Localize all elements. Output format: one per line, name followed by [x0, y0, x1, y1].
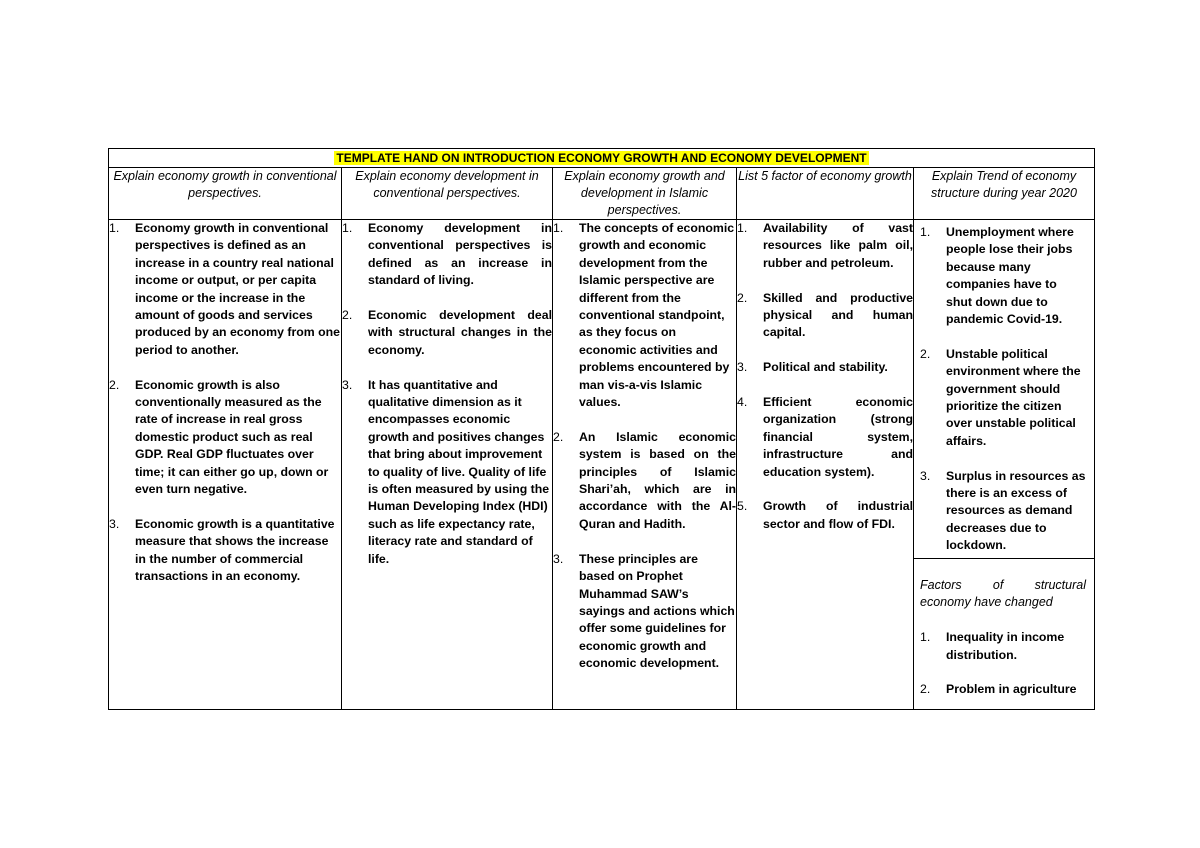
item-number: 1.	[737, 221, 748, 235]
list-item	[109, 377, 341, 499]
item-number: 3.	[553, 551, 564, 566]
item-text: These principles are based on Prophet Muhammad SAW’s sayings and actions which offer some guidelines for economic growth and economic development.	[579, 551, 735, 671]
item-text: Unemployment where people lose their jobs because many companies have to shut down due to pandemic Covid-19.	[946, 225, 1074, 327]
item-number: 1.	[920, 225, 931, 239]
item-number: 1.	[920, 630, 931, 645]
header-islamic-perspectives: Explain economy growth and development in Islamic perspectives.	[553, 168, 737, 220]
list-item	[109, 220, 341, 359]
trend-section	[914, 220, 1094, 559]
item-text: Surplus in resources as there is an excess of resources as demand decreases due to lockdown.	[946, 468, 1086, 553]
item-number: 2.	[920, 346, 931, 361]
list-item	[737, 359, 913, 376]
item-number: 4.	[737, 395, 748, 410]
item-number: 1.	[553, 221, 564, 235]
item-text: It has quantitative and qualitative dimension as it encompasses economic growth and positives changes that bring about improvement to quality of live. Quality of life is often measured by using the Human Developing Index (HDI) such as life expectancy rate, literacy rate and standard of life.	[368, 377, 550, 566]
item-text: The concepts of economic growth and economic development from the Islamic perspective are different from the conventional standpoint, as they focus on economic activities and problems encountered by man vis-a-vis Islamic values.	[579, 221, 735, 410]
item-number: 3.	[920, 468, 931, 483]
item-number: 3.	[109, 516, 120, 531]
list-item	[920, 468, 1086, 555]
item-number: 2.	[920, 682, 931, 697]
header-trend-economy-structure: Explain Trend of economy structure during year 2020	[914, 168, 1095, 220]
item-text: Economic growth is a quantitative measure that shows the increase in the number of commercial transactions in an economy.	[135, 516, 335, 584]
column-economy-growth-conventional	[109, 220, 342, 710]
factors-title-line-1: Factors of structural	[920, 578, 1086, 592]
list-item	[342, 377, 552, 568]
column-islamic-perspectives	[553, 220, 737, 710]
header-factors-economy-growth: List 5 factor of economy growth	[737, 168, 914, 220]
list-item	[553, 429, 736, 533]
list-item	[553, 551, 736, 673]
factors-section	[914, 559, 1094, 709]
item-text: Economy growth in conventional perspectives is defined as an increase in a country real national income or output, or per capita income or the increase in the amount of goods and services produced by an economy from one period to another.	[135, 221, 340, 357]
item-text: Economic development deal with structural changes in the economy.	[368, 308, 552, 357]
item-text: Efficient economic organization (strong financial system, infrastructure and education system).	[763, 395, 913, 479]
header-economy-growth-conventional: Explain economy growth in conventional perspectives.	[109, 168, 342, 220]
item-text: Skilled and productive physical and human capital.	[763, 290, 913, 340]
header-economy-development-conventional: Explain economy development in conventional perspectives.	[342, 168, 553, 220]
table-title-cell	[109, 149, 1095, 168]
list-item	[737, 394, 913, 481]
item-number: 3.	[342, 377, 353, 392]
list-item	[920, 346, 1086, 450]
item-text: An Islamic economic system is based on the principles of Islamic Shari’ah, which are in accordance with the Al-Quran and Hadith.	[579, 429, 736, 531]
item-number: 5.	[737, 499, 748, 514]
factors-title-line-2: economy have changed	[920, 595, 1053, 610]
list-item	[109, 516, 341, 586]
item-text: Availability of vast resources like palm oil, rubber and petroleum.	[763, 221, 913, 270]
item-number: 3.	[737, 360, 748, 375]
item-text: Political and stability.	[763, 360, 888, 375]
list-item	[920, 629, 1086, 664]
item-text: Inequality in income distribution.	[946, 630, 1065, 662]
template-table	[108, 148, 1095, 710]
list-item	[737, 290, 913, 342]
item-text: Growth of industrial sector and flow of FDI.	[763, 499, 913, 531]
column-trend-economy-structure	[914, 220, 1095, 710]
item-number: 1.	[342, 221, 353, 235]
item-text: Problem in agriculture	[946, 682, 1077, 697]
item-number: 2.	[342, 308, 353, 323]
item-number: 2.	[737, 290, 748, 305]
item-number: 2.	[553, 429, 564, 444]
list-item	[342, 220, 552, 290]
list-item	[553, 220, 736, 411]
item-number: 1.	[109, 221, 120, 235]
item-text: Economic growth is also conventionally measured as the rate of increase in real gross domestic product such as real GDP. Real GDP fluctuates over time; it can either go up, down or even turn negative.	[135, 377, 329, 497]
list-item	[737, 498, 913, 533]
column-economy-development-conventional	[342, 220, 553, 710]
list-item	[920, 224, 1086, 328]
list-item	[737, 220, 913, 272]
table-title: TEMPLATE HAND ON INTRODUCTION ECONOMY GROWTH AND ECONOMY DEVELOPMENT	[336, 151, 867, 165]
item-text: Economy development in conventional perspectives is defined as an increase in standard of living.	[368, 221, 552, 288]
column-factors-economy-growth	[737, 220, 914, 710]
list-item	[920, 681, 1086, 698]
factors-title	[920, 577, 1086, 612]
list-item	[342, 307, 552, 359]
item-number: 2.	[109, 377, 120, 392]
item-text: Unstable political environment where the government should prioritize the citizen over unstable political affairs.	[946, 346, 1081, 448]
